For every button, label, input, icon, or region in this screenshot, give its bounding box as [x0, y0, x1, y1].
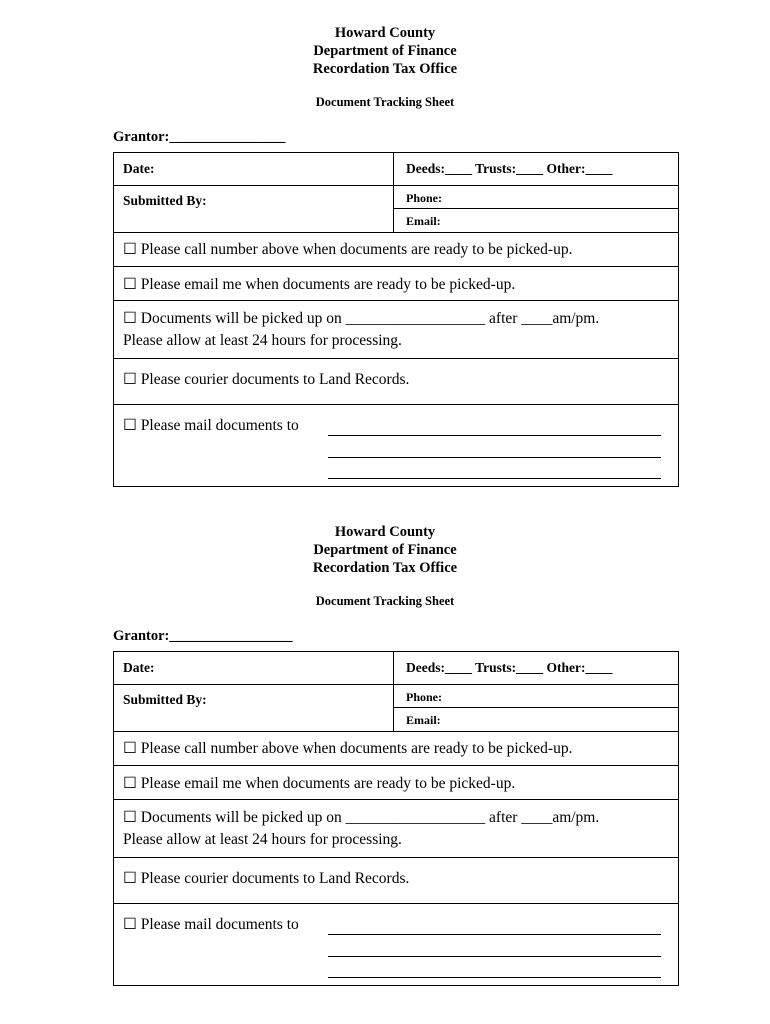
- office-name: Recordation Tax Office: [312, 560, 458, 576]
- county-name: Howard County: [334, 25, 436, 41]
- department-name: Department of Finance: [313, 542, 457, 558]
- option-email-row[interactable]: [114, 766, 678, 800]
- submitted-by-row: [114, 685, 678, 732]
- sheet-title: Document Tracking Sheet: [315, 95, 455, 109]
- grantor-field[interactable]: [113, 628, 293, 645]
- grantor-label: Grantor:: [113, 628, 170, 644]
- grantor-blank: ________________: [169, 129, 286, 145]
- grantor-blank: _________________: [169, 628, 293, 644]
- mail-address-line[interactable]: [328, 934, 661, 935]
- tracking-form: [113, 651, 679, 986]
- date-label: Date:: [123, 161, 155, 176]
- mail-address-line[interactable]: [328, 457, 661, 458]
- submitted-by-label: Submitted By:: [123, 193, 207, 208]
- office-name: Recordation Tax Office: [312, 61, 458, 77]
- submitted-by-cell[interactable]: [114, 186, 394, 232]
- option-courier-checkbox[interactable]: ☐ Please courier documents to Land Records.: [123, 870, 410, 887]
- option-courier-row[interactable]: [114, 359, 678, 405]
- mail-address-line[interactable]: [328, 956, 661, 957]
- document-type-fields[interactable]: Deeds:____ Trusts:____ Other:____: [406, 161, 613, 176]
- option-email-row[interactable]: [114, 267, 678, 301]
- date-row: [114, 153, 678, 186]
- email-label[interactable]: Email:: [406, 214, 441, 228]
- option-pickup-row[interactable]: [114, 301, 678, 359]
- phone-label[interactable]: Phone:: [406, 690, 442, 704]
- option-pickup-checkbox[interactable]: ☐ Documents will be picked up on __________________ after ____am/pm.: [123, 310, 600, 327]
- contact-divider: [394, 208, 678, 209]
- phone-label[interactable]: Phone:: [406, 191, 442, 205]
- submitted-by-label: Submitted By:: [123, 692, 207, 707]
- submitted-by-cell[interactable]: [114, 685, 394, 731]
- option-call-checkbox[interactable]: ☐ Please call number above when documents are ready to be picked-up.: [123, 740, 573, 757]
- document-type-fields[interactable]: Deeds:____ Trusts:____ Other:____: [406, 660, 613, 675]
- sheet-title: Document Tracking Sheet: [315, 594, 455, 608]
- mail-address-line[interactable]: [328, 977, 661, 978]
- grantor-field[interactable]: [113, 129, 285, 146]
- county-name: Howard County: [334, 524, 436, 540]
- email-label[interactable]: Email:: [406, 713, 441, 727]
- option-pickup-checkbox[interactable]: ☐ Documents will be picked up on __________________ after ____am/pm.: [123, 809, 600, 826]
- mail-address-line[interactable]: [328, 435, 661, 436]
- date-cell[interactable]: [114, 153, 394, 185]
- option-mail-row[interactable]: [114, 405, 678, 486]
- option-courier-row[interactable]: [114, 858, 678, 904]
- grantor-label: Grantor:: [113, 129, 170, 145]
- option-call-row[interactable]: [114, 233, 678, 267]
- option-mail-checkbox[interactable]: ☐ Please mail documents to: [123, 417, 299, 434]
- option-call-row[interactable]: [114, 732, 678, 766]
- option-courier-checkbox[interactable]: ☐ Please courier documents to Land Records.: [123, 371, 410, 388]
- date-cell[interactable]: [114, 652, 394, 684]
- option-email-checkbox[interactable]: ☐ Please email me when documents are ready to be picked-up.: [123, 276, 516, 293]
- submitted-by-row: [114, 186, 678, 233]
- department-name: Department of Finance: [313, 43, 457, 59]
- pickup-processing-note: Please allow at least 24 hours for processing.: [123, 831, 402, 848]
- contact-divider: [394, 707, 678, 708]
- option-call-checkbox[interactable]: ☐ Please call number above when documents are ready to be picked-up.: [123, 241, 573, 258]
- pickup-processing-note: Please allow at least 24 hours for processing.: [123, 332, 402, 349]
- option-email-checkbox[interactable]: ☐ Please email me when documents are ready to be picked-up.: [123, 775, 516, 792]
- agency-header: [0, 523, 770, 577]
- option-mail-checkbox[interactable]: ☐ Please mail documents to: [123, 916, 299, 933]
- date-row: [114, 652, 678, 685]
- option-pickup-row[interactable]: [114, 800, 678, 858]
- agency-header: [0, 24, 770, 78]
- mail-address-line[interactable]: [328, 478, 661, 479]
- date-label: Date:: [123, 660, 155, 675]
- tracking-form: [113, 152, 679, 487]
- option-mail-row[interactable]: [114, 904, 678, 985]
